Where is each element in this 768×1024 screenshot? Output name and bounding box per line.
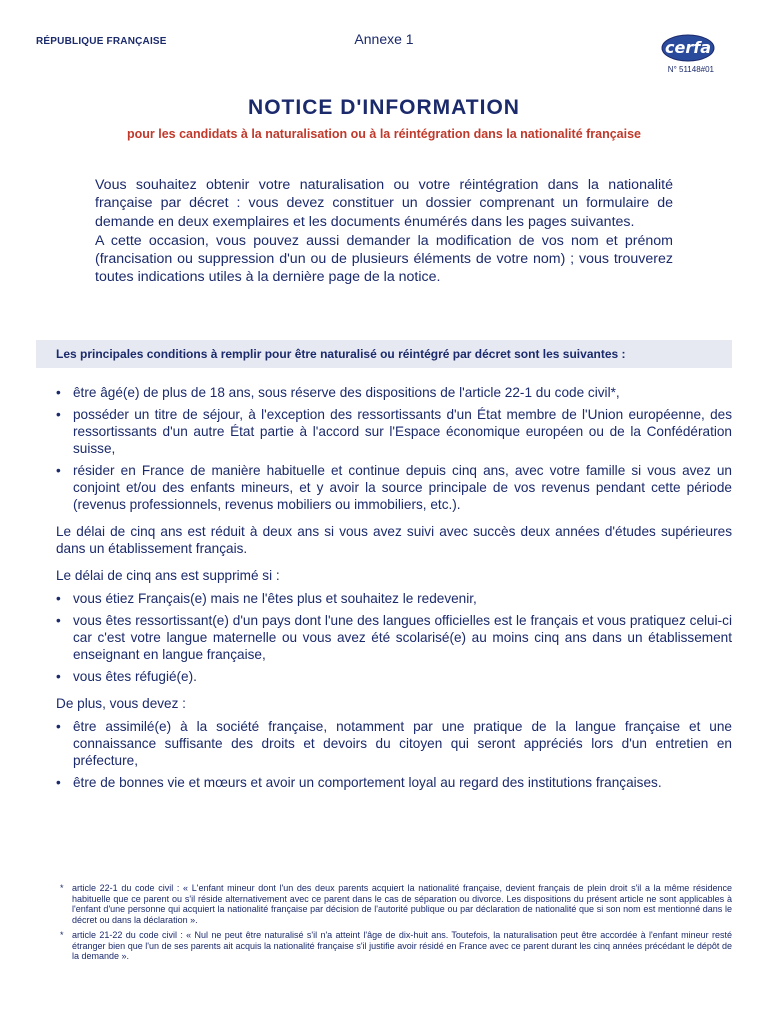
list-item-text: être de bonnes vie et mœurs et avoir un comportement loyal au regard des institutions françaises.: [73, 775, 662, 790]
reduced-delay-text: Le délai de cinq ans est réduit à deux ans si vous avez suivi avec succès deux années d'études supérieures dans un établissement français.: [56, 524, 732, 556]
moreover-list: [56, 718, 732, 791]
bullet-icon: •: [56, 775, 61, 790]
bullet-icon: •: [56, 463, 61, 478]
intro-paragraph: Vous souhaitez obtenir votre naturalisation ou votre réintégration dans la nationalité française par décret : vous devez constituer un dossier comprenant un formulaire de demande en deux exemplaires et les documents énumérés dans les pages suivantes.: [95, 177, 673, 230]
suppressed-list: [56, 590, 732, 685]
bullet-icon: •: [56, 385, 61, 400]
conditions-body: [56, 384, 732, 796]
list-item-text: être âgé(e) de plus de 18 ans, sous réserve des dispositions de l'article 22-1 du code civil*,: [73, 385, 620, 400]
list-item-text: résider en France de manière habituelle et continue depuis cinq ans, avec votre famille si vous avez un conjoint et/ou des enfants mineurs, et y avoir la source principale de vos revenus pendant cette période (revenus professionnels, revenus mobiliers ou immobiliers, etc.).: [73, 463, 732, 512]
moreover-intro: De plus, vous devez :: [56, 696, 186, 711]
list-item: [56, 462, 732, 513]
list-item: [56, 612, 732, 663]
form-number: N° 51148#01: [667, 65, 714, 74]
bullet-icon: •: [56, 591, 61, 606]
conditions-list: [56, 384, 732, 513]
page-title: NOTICE D'INFORMATION: [248, 96, 520, 119]
cerfa-logo-text: cerfa: [665, 38, 711, 57]
bullet-icon: •: [56, 613, 61, 628]
list-item-text: vous étiez Français(e) mais ne l'êtes plus et souhaitez le redevenir,: [73, 591, 477, 606]
list-item: [56, 668, 732, 685]
list-item: [56, 718, 732, 769]
list-item-text: vous êtes réfugié(e).: [73, 669, 197, 684]
footnote-text: article 22-1 du code civil : « L'enfant mineur dont l'un des deux parents acquiert la nationalité française, devient français de plein droit s'il a la même résidence habituelle que ce parent ou s'il réside alternativement avec ce parent dans le cas de séparation ou divorce. Les dispositions du présent article ne sont applicables à l'enfant d'une personne qui acquiert la nationalité française par décision de l'autorité publique ou par déclaration de nationalité que si son nom est mentionné dans le décret ou dans la déclaration ».: [72, 883, 732, 925]
page-subtitle: pour les candidats à la naturalisation ou à la réintégration dans la nationalité française: [126, 127, 642, 141]
header-annex: Annexe 1: [354, 31, 414, 47]
footnotes: [60, 883, 732, 967]
cerfa-logo: [661, 34, 715, 62]
bullet-icon: •: [56, 407, 61, 422]
list-item: [56, 774, 732, 791]
intro-section: [95, 176, 673, 287]
list-item: [56, 406, 732, 457]
intro-paragraph: A cette occasion, vous pouvez aussi demander la modification de vos nom et prénom (francisation ou suppression d'un ou de plusieurs éléments de votre nom) ; vous trouverez toutes indications utiles à la dernière page de la notice.: [95, 232, 673, 286]
bullet-icon: •: [56, 669, 61, 684]
list-item: [56, 590, 732, 607]
footnote-mark: *: [60, 883, 64, 893]
header-republic: RÉPUBLIQUE FRANÇAISE: [36, 36, 167, 47]
footnote: [60, 930, 732, 962]
footnote-text: article 21-22 du code civil : « Nul ne peut être naturalisé s'il n'a atteint l'âge de dix-huit ans. Toutefois, la naturalisation peut être accordée à l'enfant mineur resté étranger bien que l'un de ses parents ait acquis la nationalité française s'il justifie avoir résidé en France avec ce parent durant les cinq années précédant le dépôt de la demande ».: [72, 930, 732, 961]
footnote: [60, 883, 732, 925]
footnote-mark: *: [60, 930, 64, 940]
list-item-text: posséder un titre de séjour, à l'exception des ressortissants d'un État membre de l'Union européenne, des ressortissants d'un autre État partie à l'accord sur l'Espace économique européen ou de la Confédération suisse,: [73, 407, 732, 456]
bullet-icon: •: [56, 719, 61, 734]
list-item: [56, 384, 732, 401]
conditions-heading: Les principales conditions à remplir pour être naturalisé ou réintégré par décret sont les suivantes :: [56, 347, 626, 361]
list-item-text: vous êtes ressortissant(e) d'un pays dont l'une des langues officielles est le français et vous pratiquez celui-ci car c'est votre langue maternelle ou vous avez été scolarisé(e) au moins cinq ans dans un établissement enseignant en langue française,: [73, 613, 732, 662]
suppressed-intro: Le délai de cinq ans est supprimé si :: [56, 568, 280, 583]
list-item-text: être assimilé(e) à la société française, notamment par une pratique de la langue française et une connaissance suffisante des droits et devoirs du citoyen qui seront appréciés lors d'un entretien en préfecture,: [73, 719, 732, 768]
